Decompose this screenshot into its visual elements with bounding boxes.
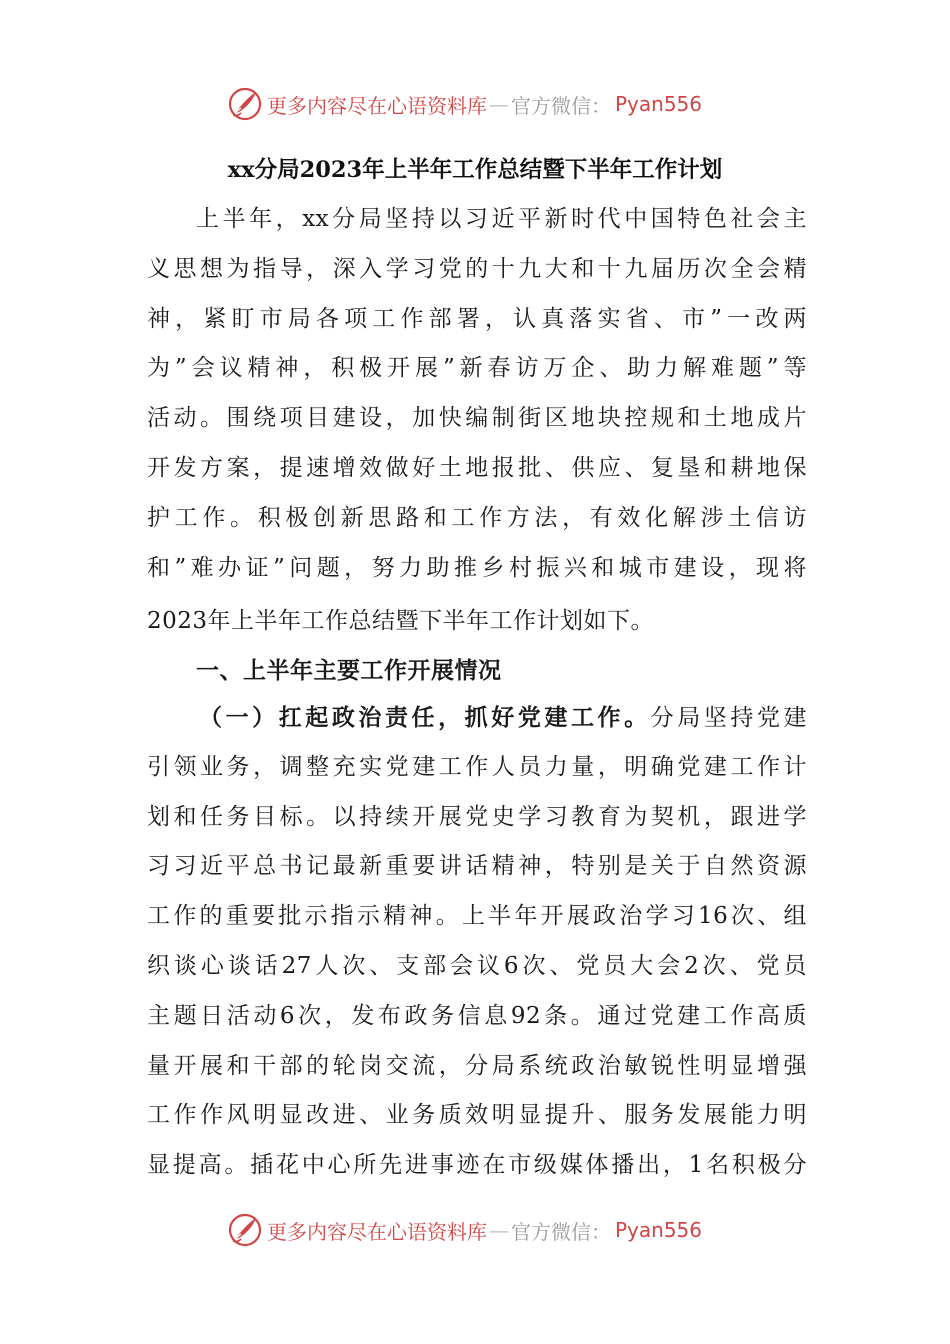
paragraph-line: 划和任务目标。以持续开展党史学习教育为契机，跟进学 bbox=[147, 803, 807, 830]
watermark-official-label: 官方微信： bbox=[511, 1219, 611, 1244]
paragraph-line: 量开展和干部的轮岗交流，分局系统政治敏锐性明显增强 bbox=[147, 1052, 807, 1079]
paragraph-line: 开发方案，提速增效做好土地报批、供应、复垦和耕地保 bbox=[147, 454, 807, 481]
paragraph-line: 神，紧盯市局各项工作部署，认真落实省、市”一改两 bbox=[147, 305, 807, 332]
paragraph-line: 上半年，xx分局坚持以习近平新时代中国特色社会主 bbox=[196, 206, 807, 232]
paragraph-line: 2023年上半年工作总结暨下半年工作计划如下。 bbox=[147, 607, 655, 634]
paragraph-line: 习习近平总书记最新重要讲话精神，特别是关于自然资源 bbox=[147, 853, 807, 880]
watermark-wechat-id: Pyan556 bbox=[615, 1218, 703, 1242]
paragraph-line: 和”难办证”问题，努力助推乡村振兴和城市建设，现将 bbox=[147, 554, 807, 581]
paragraph-line: 显提高。插花中心所先进事迹在市级媒体播出，1名积极分 bbox=[147, 1152, 807, 1179]
watermark-separator: — bbox=[489, 92, 509, 116]
document-title: xx分局2023年上半年工作总结暨下半年工作计划 bbox=[227, 157, 723, 183]
section-heading: 一、上半年主要工作开展情况 bbox=[196, 656, 502, 684]
paragraph-line: 主题日活动6次，发布政务信息92条。通过党建工作高质 bbox=[147, 1002, 807, 1029]
subsection-first-line-rest: 分局坚持党建 bbox=[650, 704, 808, 731]
quill-pen-logo-icon bbox=[227, 1212, 263, 1248]
watermark-site-text: 更多内容尽在心语资料库 bbox=[267, 1219, 487, 1244]
watermark-banner-top bbox=[0, 84, 950, 124]
paragraph-line: 护工作。积极创新思路和工作方法，有效化解涉土信访 bbox=[147, 504, 807, 531]
watermark-separator: — bbox=[489, 1218, 509, 1242]
paragraph-line: 为”会议精神，积极开展”新春访万企、助力解难题”等 bbox=[147, 355, 807, 382]
quill-pen-logo-icon bbox=[227, 86, 263, 122]
subsection-heading: （一）扛起政治责任，抓好党建工作。 bbox=[199, 703, 651, 731]
watermark-official-label: 官方微信： bbox=[511, 93, 611, 118]
document-body bbox=[147, 195, 807, 1191]
watermark-site-text: 更多内容尽在心语资料库 bbox=[267, 93, 487, 118]
paragraph-line: 引领业务，调整充实党建工作人员力量，明确党建工作计 bbox=[147, 753, 807, 780]
paragraph-line: 工作的重要批示指示精神。上半年开展政治学习16次、组 bbox=[147, 903, 807, 930]
watermark-banner-bottom bbox=[0, 1210, 950, 1250]
subsection-first-line bbox=[147, 693, 807, 743]
watermark-wechat-id: Pyan556 bbox=[615, 92, 703, 116]
paragraph-line: 义思想为指导，深入学习党的十九大和十九届历次全会精 bbox=[147, 255, 807, 282]
paragraph-line: 工作作风明显改进、业务质效明显提升、服务发展能力明 bbox=[147, 1102, 807, 1129]
paragraph-line: 织谈心谈话27人次、支部会议6次、党员大会2次、党员 bbox=[147, 952, 807, 979]
paragraph-line: 活动。围绕项目建设，加快编制街区地块控规和土地成片 bbox=[147, 405, 807, 432]
